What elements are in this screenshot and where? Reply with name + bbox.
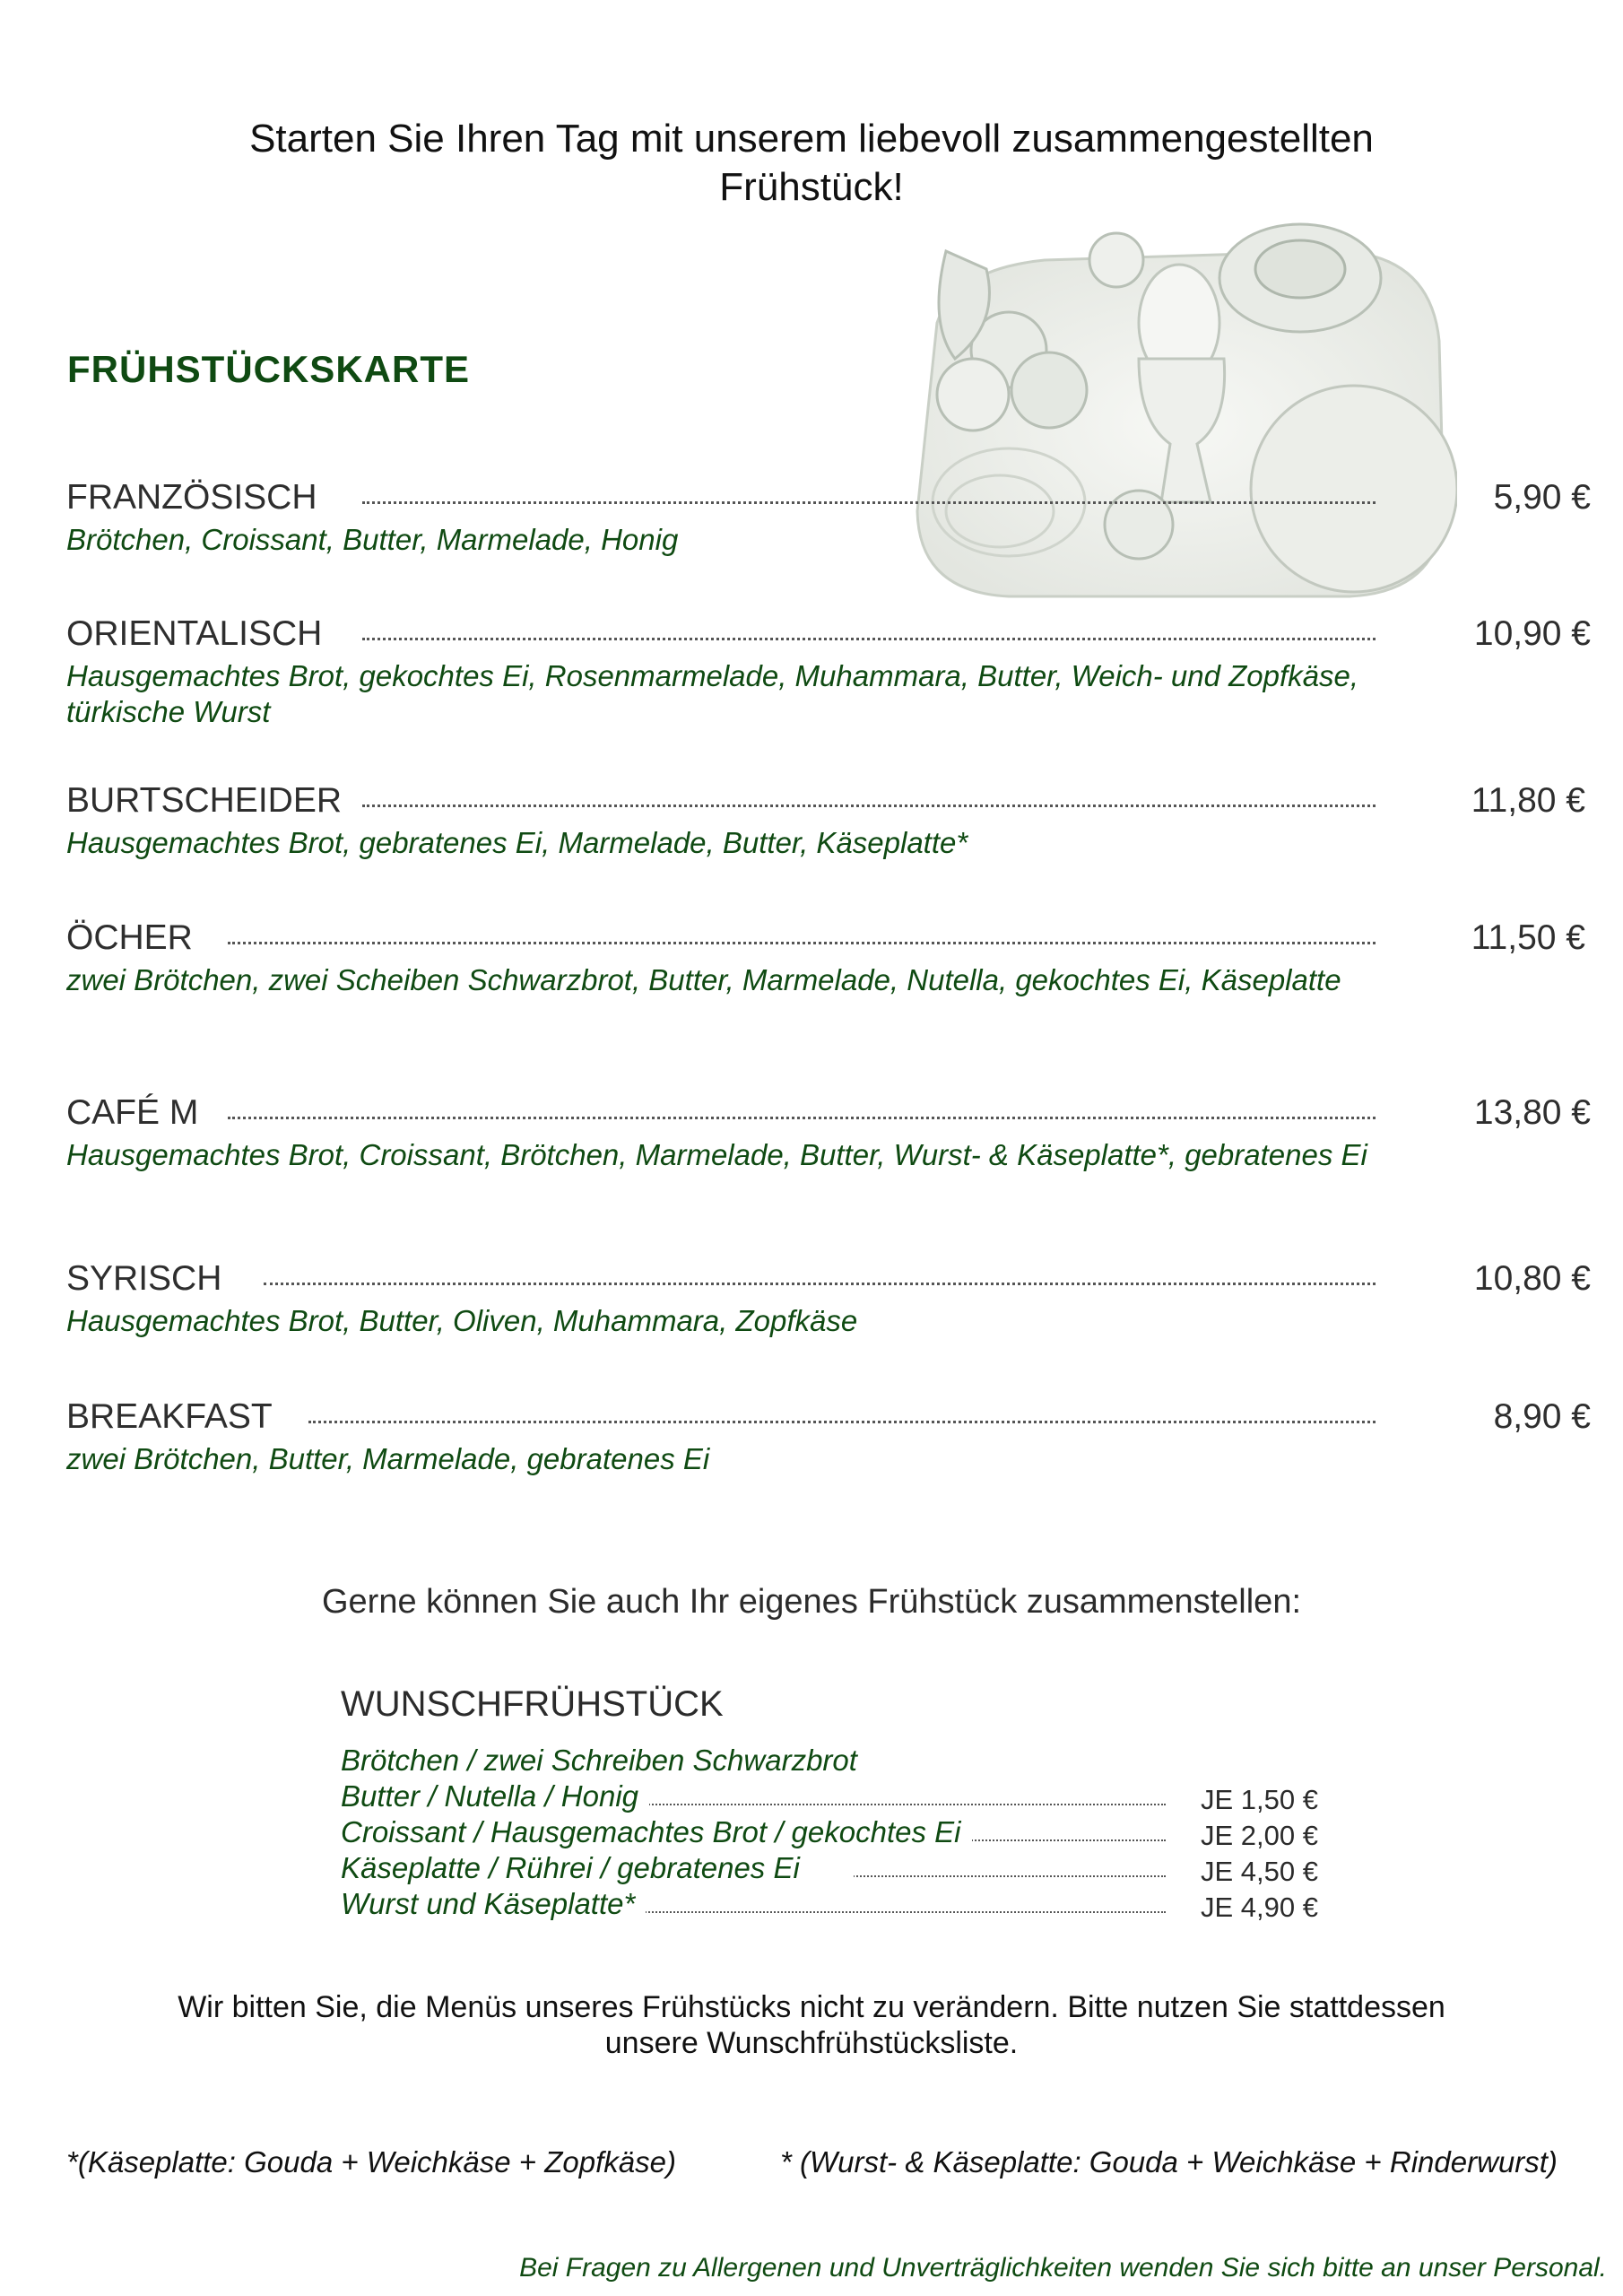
wunsch-row xyxy=(341,1779,1318,1814)
item-price: 11,80 € xyxy=(1471,781,1585,820)
intro-heading xyxy=(0,115,1623,212)
item-price: 13,80 € xyxy=(1473,1093,1591,1132)
item-price: 10,90 € xyxy=(1473,614,1591,653)
menu-item xyxy=(66,1091,1591,1173)
dot-leader xyxy=(228,942,1376,944)
menu-item xyxy=(66,475,1591,558)
intro-line-1: Starten Sie Ihren Tag mit unserem liebevoll zusammengestellten xyxy=(249,117,1374,161)
item-description: Brötchen, Croissant, Butter, Marmelade, Honig xyxy=(66,523,679,556)
wunsch-price: JE 4,50 € xyxy=(1201,1856,1318,1887)
allergen-note: Bei Fragen zu Allergenen und Unverträglichkeiten wenden Sie sich bitte an unser Personal. xyxy=(519,2253,1607,2283)
item-price: 11,50 € xyxy=(1471,918,1585,957)
wunsch-label: Croissant / Hausgemachtes Brot / gekochtes Ei xyxy=(341,1814,972,1850)
item-description: zwei Brötchen, zwei Scheiben Schwarzbrot, Butter, Marmelade, Nutella, gekochtes Ei, Käseplatte xyxy=(66,963,1341,996)
item-name: CAFÉ M xyxy=(66,1091,216,1135)
menu-item xyxy=(66,778,1591,861)
menu-item xyxy=(66,1395,1591,1477)
item-name: FRANZÖSISCH xyxy=(66,475,335,520)
wunsch-price: JE 4,90 € xyxy=(1201,1892,1318,1923)
menu-item xyxy=(66,612,1591,730)
dot-leader xyxy=(362,638,1376,640)
item-description: Hausgemachtes Brot, Butter, Oliven, Muhammara, Zopfkäse xyxy=(66,1304,858,1337)
intro-line-2: Frühstück! xyxy=(719,165,904,209)
wunsch-label: Wurst und Käseplatte* xyxy=(341,1886,646,1922)
wunsch-row xyxy=(341,1743,1318,1779)
item-name: ORIENTALISCH xyxy=(66,612,340,657)
dot-leader xyxy=(308,1421,1376,1423)
note-line-1: Wir bitten Sie, die Menüs unseres Frühstücks nicht zu verändern. Bitte nutzen Sie stattdessen xyxy=(178,1990,1445,2024)
modification-note xyxy=(0,1989,1623,2061)
item-price: 10,80 € xyxy=(1473,1259,1591,1298)
footnote-wurst-kaeseplatte: * (Wurst- & Käseplatte: Gouda + Weichkäse + Rinderwurst) xyxy=(780,2145,1558,2179)
wunsch-label: Brötchen / zwei Schreiben Schwarzbrot xyxy=(341,1743,868,1779)
dot-leader xyxy=(228,1117,1376,1119)
wunsch-row xyxy=(341,1886,1318,1922)
item-name: SYRISCH xyxy=(66,1257,239,1301)
item-description: Hausgemachtes Brot, gekochtes Ei, Rosenmarmelade, Muhammara, Butter, Weich- und Zopfkäse, türkische Wurst xyxy=(66,659,1359,728)
wunsch-price: JE 1,50 € xyxy=(1201,1784,1318,1815)
note-line-2: unsere Wunschfrühstücksliste. xyxy=(604,2026,1019,2060)
own-breakfast-intro: Gerne können Sie auch Ihr eigenes Frühstück zusammenstellen: xyxy=(321,1583,1302,1621)
item-name: BURTSCHEIDER xyxy=(66,778,360,823)
wunsch-row xyxy=(341,1850,1318,1886)
item-description: Hausgemachtes Brot, gebratenes Ei, Marmelade, Butter, Käseplatte* xyxy=(66,826,968,859)
wunsch-row xyxy=(341,1814,1318,1850)
item-description: zwei Brötchen, Butter, Marmelade, gebratenes Ei xyxy=(66,1442,710,1475)
wunsch-label: Käseplatte / Rührei / gebratenes Ei xyxy=(341,1850,854,1886)
menu-item xyxy=(66,1257,1591,1339)
dot-leader xyxy=(362,501,1376,504)
menu-title: FRÜHSTÜCKSKARTE xyxy=(67,348,470,390)
item-name: ÖCHER xyxy=(66,916,211,961)
wunschfruehstueck-list xyxy=(341,1743,1318,1922)
wunsch-price: JE 2,00 € xyxy=(1201,1820,1318,1851)
item-description: Hausgemachtes Brot, Croissant, Brötchen, Marmelade, Butter, Wurst- & Käseplatte*, gebratenes Ei xyxy=(66,1138,1367,1171)
item-price: 8,90 € xyxy=(1493,1397,1591,1436)
wunschfruehstueck-title: WUNSCHFRÜHSTÜCK xyxy=(341,1684,724,1724)
dot-leader xyxy=(362,804,1376,807)
footnote-kaeseplatte: *(Käseplatte: Gouda + Weichkäse + Zopfkäse) xyxy=(66,2145,676,2179)
wunsch-label: Butter / Nutella / Honig xyxy=(341,1779,649,1814)
menu-item xyxy=(66,916,1591,998)
item-price: 5,90 € xyxy=(1493,478,1591,517)
item-name: BREAKFAST xyxy=(66,1395,291,1439)
dot-leader xyxy=(264,1283,1376,1285)
